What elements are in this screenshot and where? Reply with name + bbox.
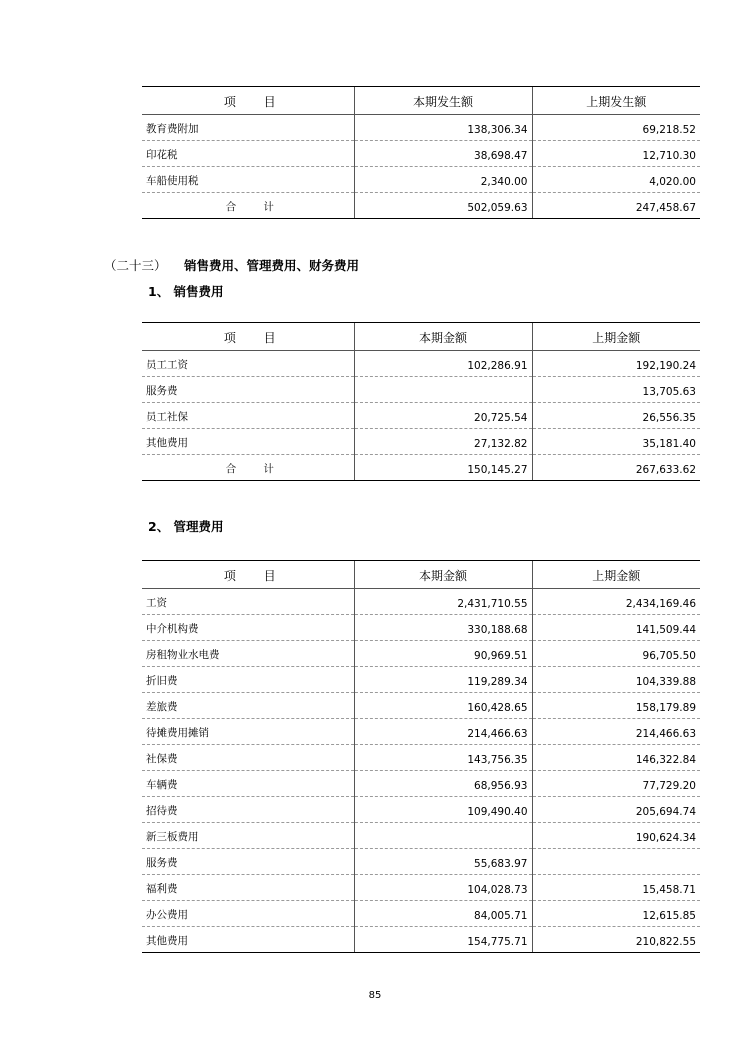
table-row [142,589,700,615]
table-row [142,875,700,901]
total-label: 合 计 [142,193,354,219]
table-row [142,901,700,927]
row-previous: 69,218.52 [532,115,700,141]
row-current: 68,956.93 [354,771,532,797]
table-row [142,167,700,193]
row-previous: 35,181.40 [532,429,700,455]
row-label: 车船使用税 [142,167,354,193]
row-previous: 192,190.24 [532,351,700,377]
table-row [142,667,700,693]
row-label: 服务费 [142,377,354,403]
row-label: 中介机构费 [142,615,354,641]
header-previous: 上期发生额 [532,87,700,115]
table-row [142,115,700,141]
row-current: 154,775.71 [354,927,532,953]
row-current: 119,289.34 [354,667,532,693]
header-item: 项 目 [142,561,354,589]
row-previous: 15,458.71 [532,875,700,901]
row-current: 138,306.34 [354,115,532,141]
row-previous: 12,615.85 [532,901,700,927]
table-row [142,615,700,641]
row-label: 折旧费 [142,667,354,693]
row-current: 55,683.97 [354,849,532,875]
row-previous: 141,509.44 [532,615,700,641]
row-label: 其他费用 [142,429,354,455]
row-previous: 4,020.00 [532,167,700,193]
table-row [142,745,700,771]
row-previous: 13,705.63 [532,377,700,403]
row-current: 109,490.40 [354,797,532,823]
row-previous: 77,729.20 [532,771,700,797]
total-current: 502,059.63 [354,193,532,219]
header-previous: 上期金额 [532,561,700,589]
row-label: 其他费用 [142,927,354,953]
table-row [142,141,700,167]
table-row [142,927,700,953]
header-current: 本期发生额 [354,87,532,115]
row-current: 104,028.73 [354,875,532,901]
table-row [142,429,700,455]
total-previous: 267,633.62 [532,455,700,481]
header-item: 项 目 [142,323,354,351]
selling-expenses-table [142,322,700,481]
row-previous: 104,339.88 [532,667,700,693]
row-current: 27,132.82 [354,429,532,455]
table-header-row [142,561,700,589]
row-previous: 190,624.34 [532,823,700,849]
section-title: 销售费用、管理费用、财务费用 [184,258,360,273]
row-current [354,377,532,403]
row-label: 服务费 [142,849,354,875]
row-label: 差旅费 [142,693,354,719]
section-heading [104,256,359,274]
total-row [142,455,700,481]
row-label: 印花税 [142,141,354,167]
table-row [142,849,700,875]
row-current: 102,286.91 [354,351,532,377]
header-item: 项 目 [142,87,354,115]
header-current: 本期金额 [354,323,532,351]
row-current: 143,756.35 [354,745,532,771]
row-previous: 205,694.74 [532,797,700,823]
total-label: 合 计 [142,455,354,481]
row-previous: 214,466.63 [532,719,700,745]
row-label: 办公费用 [142,901,354,927]
page-number: 85 [368,990,382,1001]
table-row [142,351,700,377]
table-row [142,403,700,429]
row-current: 160,428.65 [354,693,532,719]
row-label: 工资 [142,589,354,615]
row-previous: 26,556.35 [532,403,700,429]
table-row [142,377,700,403]
row-current: 20,725.54 [354,403,532,429]
row-current: 84,005.71 [354,901,532,927]
row-previous: 96,705.50 [532,641,700,667]
row-label: 福利费 [142,875,354,901]
table-row [142,771,700,797]
total-previous: 247,458.67 [532,193,700,219]
row-previous: 12,710.30 [532,141,700,167]
table-row [142,641,700,667]
row-label: 招待费 [142,797,354,823]
table-header-row [142,87,700,115]
row-previous: 210,822.55 [532,927,700,953]
admin-expenses-heading: 2、 管理费用 [148,519,224,534]
row-current: 214,466.63 [354,719,532,745]
row-previous: 158,179.89 [532,693,700,719]
section-number: （二十三） [104,258,167,273]
row-label: 新三板费用 [142,823,354,849]
row-label: 车辆费 [142,771,354,797]
table-header-row [142,323,700,351]
tax-table [142,86,700,219]
row-current [354,823,532,849]
row-current: 90,969.51 [354,641,532,667]
row-current: 38,698.47 [354,141,532,167]
row-previous [532,849,700,875]
row-label: 教育费附加 [142,115,354,141]
row-previous: 146,322.84 [532,745,700,771]
admin-expenses-table [142,560,700,953]
row-current: 330,188.68 [354,615,532,641]
selling-expenses-heading: 1、 销售费用 [148,284,224,299]
row-label: 社保费 [142,745,354,771]
header-previous: 上期金额 [532,323,700,351]
row-current: 2,340.00 [354,167,532,193]
table-row [142,719,700,745]
total-current: 150,145.27 [354,455,532,481]
table-row [142,693,700,719]
total-row [142,193,700,219]
row-label: 员工社保 [142,403,354,429]
row-previous: 2,434,169.46 [532,589,700,615]
row-current: 2,431,710.55 [354,589,532,615]
header-current: 本期金额 [354,561,532,589]
table-row [142,823,700,849]
row-label: 待摊费用摊销 [142,719,354,745]
row-label: 员工工资 [142,351,354,377]
table-row [142,797,700,823]
row-label: 房租物业水电费 [142,641,354,667]
